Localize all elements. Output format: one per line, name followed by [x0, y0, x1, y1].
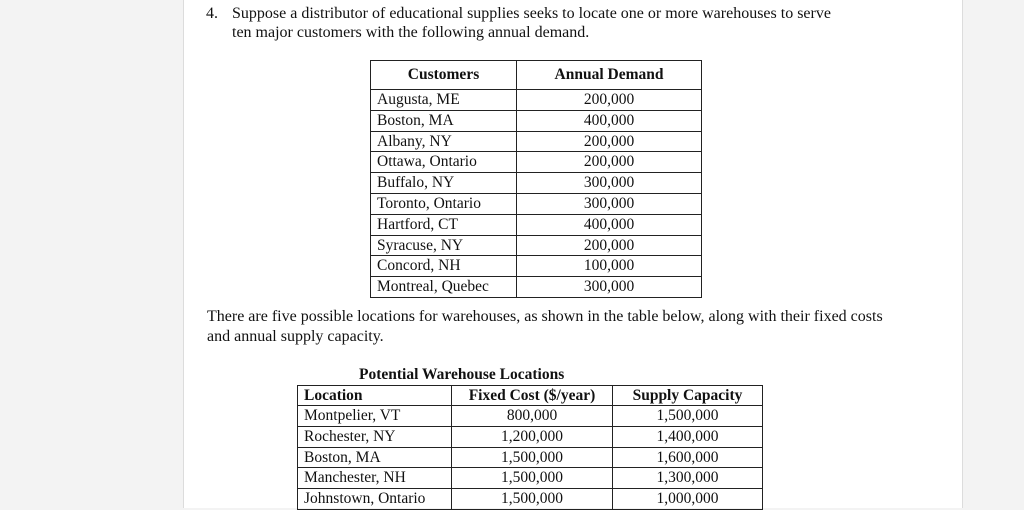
fixed-cost-cell: 1,500,000: [452, 447, 613, 468]
table-row: [371, 277, 702, 298]
warehouse-table-title: Potential Warehouse Locations: [359, 366, 565, 383]
annual-demand-cell: 200,000: [583, 91, 635, 108]
supply-capacity-cell: 1,300,000: [613, 468, 763, 489]
table-row: [371, 131, 702, 152]
supply-capacity-cell: 1,400,000: [613, 426, 763, 447]
table-row: [371, 256, 702, 277]
location-cell: Rochester, NY: [298, 426, 452, 447]
table-row: [298, 489, 763, 510]
table-row: [298, 406, 763, 427]
customer-name-cell: Ottawa, Ontario: [371, 152, 517, 173]
location-cell: Montpelier, VT: [298, 406, 452, 427]
supply-capacity-cell: 1,600,000: [613, 447, 763, 468]
column-header-supply-capacity: Supply Capacity: [613, 386, 763, 406]
supply-capacity-cell: 1,500,000: [613, 406, 763, 427]
table-row: [371, 152, 702, 173]
customer-name-cell: Syracuse, NY: [371, 235, 517, 256]
warehouse-table: [297, 385, 763, 510]
annual-demand-cell: 200,000: [517, 152, 702, 173]
location-cell: Johnstown, Ontario: [298, 489, 452, 510]
supply-capacity-cell: 1,000,000: [613, 489, 763, 510]
table-row: [371, 193, 702, 214]
customer-name-cell: Concord, NH: [371, 256, 517, 277]
problem-text: Suppose a distributor of educational supplies seeks to locate one or more warehouses to serve ten major customers with the following annual demand.: [232, 5, 831, 41]
table-header-row: [298, 386, 763, 406]
annual-demand-cell: 200,000: [517, 235, 702, 256]
column-header-annual-demand: Annual Demand: [517, 61, 702, 90]
customers-table: [370, 60, 702, 298]
customer-name-cell: Toronto, Ontario: [371, 193, 517, 214]
annual-demand-cell: 300,000: [517, 193, 702, 214]
annual-demand-cell: 300,000: [517, 173, 702, 194]
annual-demand-cell: 100,000: [517, 256, 702, 277]
table-row: [371, 110, 702, 131]
table-row: [298, 426, 763, 447]
problem-number: 4.: [206, 5, 218, 22]
table-row: [371, 173, 702, 194]
customer-name-cell: Augusta, ME: [371, 90, 517, 111]
annual-demand-cell: 400,000: [517, 214, 702, 235]
location-cell: Boston, MA: [298, 447, 452, 468]
warehouse-paragraph: There are five possible locations for warehouses, as shown in the table below, along with their fixed costs and annual supply capacity.: [207, 308, 883, 345]
table-row: [371, 90, 702, 111]
annual-demand-cell: 200,000: [517, 131, 702, 152]
customer-name-cell: Buffalo, NY: [371, 173, 517, 194]
column-header-location: Location: [298, 386, 452, 406]
customer-name-cell: Montreal, Quebec: [371, 277, 517, 298]
column-header-customers: Customers: [371, 61, 517, 90]
column-header-fixed-cost: Fixed Cost ($/year): [452, 386, 613, 406]
customer-name-cell: Hartford, CT: [371, 214, 517, 235]
table-row: [371, 235, 702, 256]
fixed-cost-cell: 1,200,000: [452, 426, 613, 447]
annual-demand-cell: 400,000: [517, 110, 702, 131]
document-page: [183, 0, 963, 508]
table-header-row: [371, 61, 702, 90]
table-row: [298, 447, 763, 468]
table-row: [298, 468, 763, 489]
table-row: [371, 214, 702, 235]
annual-demand-cell: 300,000: [517, 277, 702, 298]
customer-name-cell: Boston, MA: [371, 110, 517, 131]
fixed-cost-cell: 800,000: [452, 406, 613, 427]
location-cell: Manchester, NH: [298, 468, 452, 489]
fixed-cost-cell: 1,500,000: [452, 468, 613, 489]
customer-name-cell: Albany, NY: [371, 131, 517, 152]
fixed-cost-cell: 1,500,000: [452, 489, 613, 510]
